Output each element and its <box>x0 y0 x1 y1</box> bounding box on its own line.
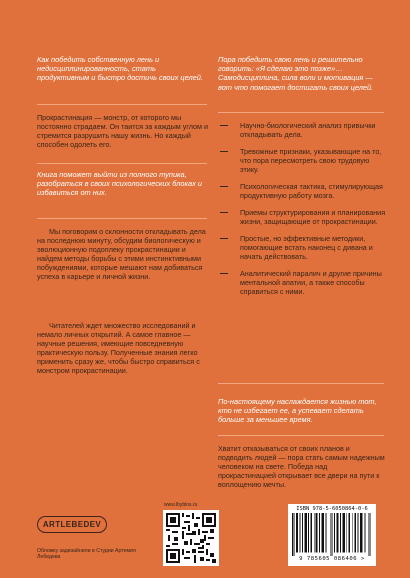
left-paragraph-research: Читателей ждет множество исследований и немало личных открытий. А самое главное — научные решения, имеющие повседневную практическую пользу. Полученные знания легко применить сразу же, чтобы быстро справиться с монстром прокрастинации. <box>37 321 200 375</box>
list-item: Научно-биологический анализ привычки откладывать дела. <box>218 121 386 139</box>
feature-list <box>218 121 386 304</box>
left-divider-bottom <box>37 218 207 219</box>
left-book-help-text: Книга поможет выйти из полного тупика, разобраться в своих психологических блоках и избавиться от них. <box>37 170 203 198</box>
publisher-url: www.lbyblos.ru <box>164 502 198 508</box>
bullet-dash-icon <box>220 186 228 187</box>
list-item: Психологическая тактика, стимулирующая продуктивную работу мозга. <box>218 182 386 200</box>
list-item: Приемы структурирования и планирования жизни, защищающие от прокрастинации. <box>218 208 386 226</box>
isbn-label: ISBN 978-5-6050864-0-6 <box>296 506 368 512</box>
bullet-dash-icon <box>220 125 228 126</box>
bullet-dash-icon <box>220 151 228 152</box>
left-divider-top <box>37 104 207 105</box>
bullet-dash-icon <box>220 273 228 274</box>
right-closing-text: Хватит отказываться от своих планов и подводить людей — пора стать самым надежным человеком на свете. Победа над прокрастинацией открывает все двери на пути к воплощению мечты. <box>218 444 385 489</box>
right-quote-text: По-настоящему наслаждается жизнью тот, кто не избегает ее, а успевает сделать больше за меньшее время. <box>218 397 377 425</box>
right-divider-middle <box>218 383 384 384</box>
left-intro-text: Как победить собственную лень и недисциплинированность, стать продуктивным и быстро достичь своих целей. <box>37 55 203 83</box>
list-item: Простые, но эффективные методики, помогающие встать наконец с дивана и начать действовать. <box>218 234 386 261</box>
bullet-dash-icon <box>220 212 228 213</box>
left-divider-middle <box>37 163 207 164</box>
right-divider-top <box>218 112 384 113</box>
left-paragraph-discussion: Мы поговорим о склонности откладывать дела на последнюю минуту, обсудим биологическую и эволюционную подоплеку прокрастинации и найдем методы борьбы с этими инстинктивными побуждениями, которые мешают нам добиваться успеха в карьере и личной жизни. <box>37 227 206 281</box>
cover-design-credit: Обложку задизайнили в Студии Артемия Лебедева <box>37 548 136 561</box>
isbn-barcode-block <box>288 504 376 566</box>
left-paragraph-monster: Прокрастинация — монстр, от которого мы постоянно страдаем. Он таится за каждым углом и стремится разрушить нашу жизнь. Но каждый способен одолеть его. <box>37 113 208 149</box>
list-item: Тревожные признаки, указывающие на то, что пора пересмотреть свою трудовую этику. <box>218 147 386 174</box>
list-item: Аналитический паралич и другие причины ментальной апатии, а также способы справиться с ними. <box>218 269 386 296</box>
right-divider-bottom <box>218 435 384 436</box>
qr-code-icon <box>166 513 216 563</box>
publisher-logo: ARTLEBEDEV <box>37 516 107 533</box>
right-intro-text: Пора победить свою лень и решительно говорить: «Я сделаю это позже»… Самодисциплина, сила воли и мотивация — вот что помогает достигать своих целей. <box>218 55 374 92</box>
barcode-icon <box>292 513 372 556</box>
bullet-dash-icon <box>220 238 228 239</box>
qr-code <box>163 510 219 566</box>
barcode-digits: 9 785605 086406 > <box>299 556 365 562</box>
